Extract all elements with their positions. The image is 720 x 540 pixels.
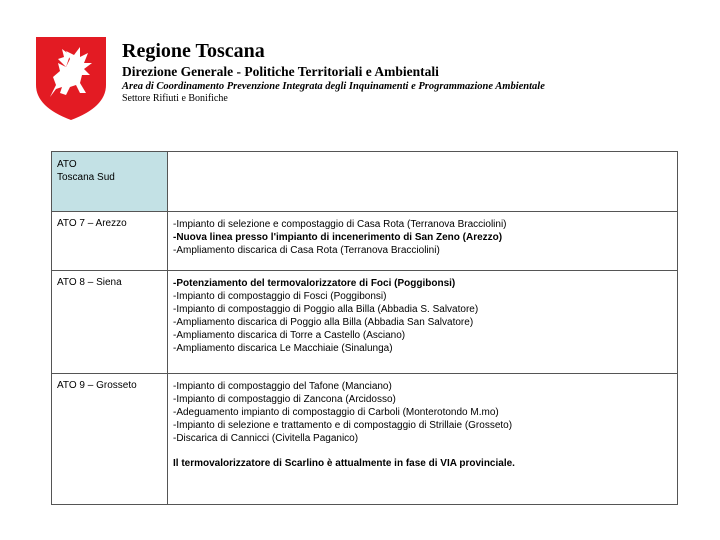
direzione-title: Direzione Generale - Politiche Territoriali e Ambientali: [122, 64, 439, 79]
items-cell: [168, 271, 678, 374]
pegasus-shield-icon: [36, 37, 106, 120]
ato-table: [51, 151, 678, 505]
area-subtitle: Area di Coordinamento Prevenzione Integrata degli Inquinamenti e Programmazione Ambientale: [122, 80, 545, 92]
regione-toscana-logo: [36, 37, 106, 120]
table-row: [52, 271, 678, 374]
header-ato-label: ATO: [57, 159, 77, 170]
header-cell-ato: [52, 152, 168, 212]
header-cell-empty: [168, 152, 678, 212]
list-item: -Impianto di compostaggio di Poggio alla Billa (Abbadia S. Salvatore): [173, 304, 479, 315]
list-item: -Impianto di selezione e compostaggio di Casa Rota (Terranova Bracciolini): [173, 219, 507, 230]
list-item: -Impianto di compostaggio del Tafone (Manciano): [173, 381, 392, 392]
list-item: -Ampliamento discarica Le Macchiaie (Sinalunga): [173, 343, 393, 354]
ato-name-cell: ATO 8 – Siena: [52, 271, 168, 374]
org-title: Regione Toscana: [122, 40, 265, 62]
list-item: -Potenziamento del termovalorizzatore di Foci (Poggibonsi): [173, 278, 456, 289]
header-block: [122, 40, 545, 104]
ato-name-cell: ATO 9 – Grosseto: [52, 374, 168, 505]
list-item: -Ampliamento discarica di Poggio alla Billa (Abbadia San Salvatore): [173, 317, 474, 328]
items-cell: [168, 212, 678, 271]
settore-subtitle: Settore Rifiuti e Bonifiche: [122, 92, 228, 104]
scarlino-note: Il termovalorizzatore di Scarlino è attualmente in fase di VIA provinciale.: [173, 458, 515, 469]
list-item: -Ampliamento discarica di Torre a Castello (Asciano): [173, 330, 406, 341]
list-item: -Impianto di compostaggio di Fosci (Poggibonsi): [173, 291, 387, 302]
ato-name-cell: ATO 7 – Arezzo: [52, 212, 168, 271]
list-item: -Impianto di compostaggio di Zancona (Arcidosso): [173, 394, 396, 405]
list-item: -Nuova linea presso l'impianto di incenerimento di San Zeno (Arezzo): [173, 232, 503, 243]
table-row: [52, 212, 678, 271]
table-header-row: [52, 152, 678, 212]
header-toscana-sud-label: Toscana Sud: [57, 172, 115, 183]
items-cell: [168, 374, 678, 505]
list-item: -Ampliamento discarica di Casa Rota (Terranova Bracciolini): [173, 245, 440, 256]
table-row: [52, 374, 678, 505]
list-item: -Adeguamento impianto di compostaggio di Carboli (Monterotondo M.mo): [173, 407, 499, 418]
list-item: -Discarica di Cannicci (Civitella Paganico): [173, 433, 359, 444]
list-item: -Impianto di selezione e trattamento e di compostaggio di Strillaie (Grosseto): [173, 420, 513, 431]
